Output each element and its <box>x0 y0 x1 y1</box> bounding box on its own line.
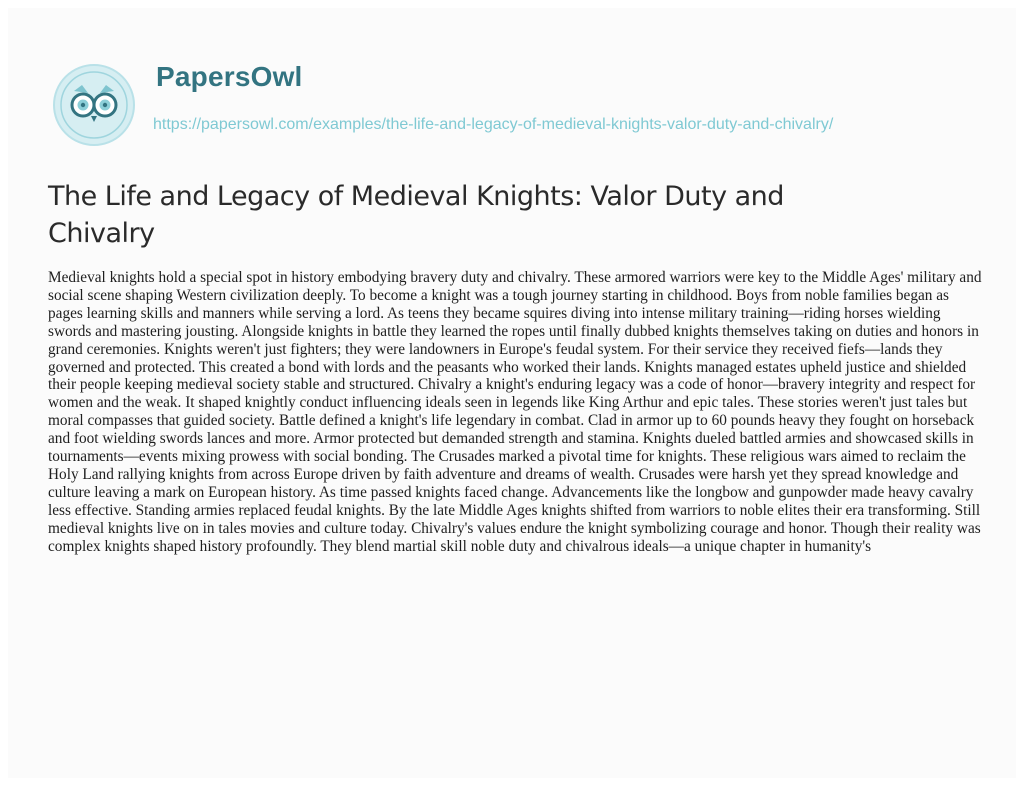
site-header <box>52 61 972 165</box>
owl-logo-icon <box>52 63 136 147</box>
source-url-link[interactable]: https://papersowl.com/examples/the-life-and-legacy-of-medieval-knights-valor-duty-and-chivalry/ <box>153 116 834 133</box>
article-body: Medieval knights hold a special spot in history embodying bravery duty and chivalry. These armored warriors were key to the Middle Ages' military and social scene shaping Western civilization deeply. To become a knight was a tough journey starting in childhood. Boys from noble families began as pages learning skills and manners while serving a lord. As teens they became squires diving into intense military training—riding horses wielding swords and mastering jousting. Alongside knights in battle they learned the ropes until finally dubbed knights themselves taking on duties and honors in grand ceremonies. Knights weren't just fighters; they were landowners in Europe's feudal system. For their service they received fiefs—lands they governed and protected. This created a bond with lords and the peasants who worked their lands. Knights managed estates upheld justice and shielded their people keeping medieval society stable and structured. Chivalry a knight's enduring legacy was a code of honor—bravery integrity and respect for women and the weak. It shaped knightly conduct influencing ideals seen in legends like King Arthur and epic tales. These stories weren't just tales but moral compasses that guided society. Battle defined a knight's life legendary in combat. Clad in armor up to 60 pounds heavy they fought on horseback and foot wielding swords lances and more. Armor protected but demanded strength and stamina. Knights dueled battled armies and showcased skills in tournaments—events mixing prowess with social bonding. The Crusades marked a pivotal time for knights. These religious wars aimed to reclaim the Holy Land rallying knights from across Europe driven by faith adventure and dreams of wealth. Crusades were harsh yet they spread knowledge and culture leaving a mark on European history. As time passed knights faced change. Advancements like the longbow and gunpowder made heavy cavalry less effective. Standing armies replaced feudal knights. By the late Middle Ages knights shifted from warriors to noble elites their era transforming. Still medieval knights live on in tales movies and culture today. Chivalry's values endure the knight symbolizing courage and honor. Though their reality was complex knights shaped history profoundly. They blend martial skill noble duty and chivalrous ideals—a unique chapter in humanity's <box>48 269 982 555</box>
document-page <box>8 8 1016 778</box>
site-name: PapersOwl <box>156 61 303 92</box>
article-title: The Life and Legacy of Medieval Knights: Valor Duty and Chivalry <box>48 181 784 249</box>
